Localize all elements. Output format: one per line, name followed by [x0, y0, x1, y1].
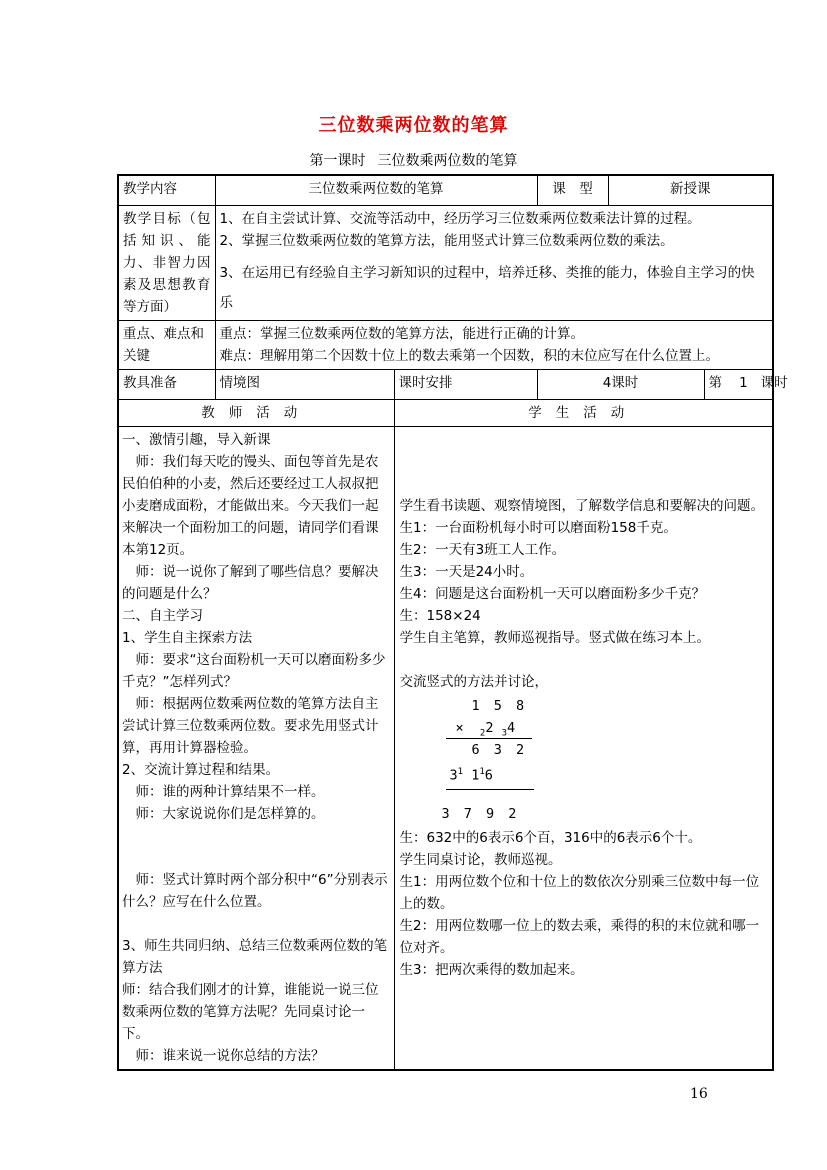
student-line: 生2：用两位数哪一位上的数去乘，乘得的积的末位就和哪一位对齐。 [399, 917, 760, 956]
multiplier-digit: 4 [507, 719, 516, 736]
teacher-line: 二、自主学习 [122, 607, 203, 624]
student-line: 学生看书读题、观察情境图，了解数学信息和要解决的问题。 [399, 497, 764, 514]
difficulty-point: 难点：理解用第二个因数十位上的数去乘第一个因数，积的末位应写在什么位置上。 [219, 347, 719, 364]
teacher-line: 师：竖式计算时两个部分积中“6”分别表示什么？应写在什么位置。 [122, 871, 388, 910]
student-activities [394, 426, 773, 1070]
label-key-points: 重点、难点和关键 [118, 320, 215, 369]
student-line: 学生自主笔算，教师巡视指导。竖式做在练习本上。 [399, 629, 710, 646]
objective-3: 3、在运用已有经验自主学习新知识的过程中，培养迁移、类推的能力，体验自主学习的快乐 [219, 264, 755, 311]
teacher-line: 2、交流计算过程和结果。 [122, 761, 280, 778]
teacher-line: 3、师生共同归纳、总结三位数乘两位数的笔算方法 [122, 937, 388, 976]
lesson-index-unit: 课时 [760, 374, 788, 391]
calc-partial-1: 6 3 2 [471, 741, 528, 758]
carry-mark: 1 [457, 766, 464, 777]
partial-digit: 3 [449, 767, 458, 783]
schedule-hours: 4课时 [537, 369, 704, 399]
header-student: 学生活动 [394, 399, 773, 426]
objective-1: 1、在自主尝试计算、交流等活动中，经历学习三位数乘两位数乘法计算的过程。 [219, 210, 701, 227]
objectives-content [215, 205, 773, 320]
teacher-line: 师：我们每天吃的馒头、面包等首先是农民伯伯种的小麦，然后还要经过工人叔叔把小麦磨成面粉，才能做出来。今天我们一起来解决一个面粉加工的问题，请同学们看课本第12页。 [122, 453, 379, 558]
row-key-points [118, 320, 773, 369]
teacher-line: 师：大家说说你们是怎样算的。 [135, 805, 325, 822]
teacher-line: 师：说一说你了解到了哪些信息？要解决的问题是什么？ [122, 563, 379, 602]
objective-2: 2、掌握三位数乘两位数的笔算方法，能用竖式计算三位数乘两位数的乘法。 [219, 232, 674, 249]
vertical-calculation [400, 695, 768, 827]
label-materials: 教具准备 [118, 369, 215, 399]
multiplier-digit: 2 [485, 719, 494, 736]
label-type: 课 型 [537, 175, 608, 205]
partial-digit: 1 [471, 767, 480, 783]
student-line: 生4：问题是这台面粉机一天可以磨面粉多少千克？ [399, 585, 706, 602]
student-line: 交流竖式的方法并讨论， [399, 673, 548, 690]
lesson-index-prefix: 第 [708, 374, 722, 391]
content-value: 三位数乘两位数的笔算 [215, 175, 537, 205]
row-activity-headers [118, 399, 773, 426]
teacher-line: 一、激情引趣，导入新课 [122, 431, 271, 448]
times-sign: × [455, 719, 464, 736]
label-content: 教学内容 [118, 175, 215, 205]
lesson-plan-table [117, 174, 788, 1071]
page-number: 16 [690, 1086, 708, 1102]
row-content [118, 175, 773, 205]
calc-partial-2 [450, 761, 493, 787]
student-line: 生3：把两次乘得的数加起来。 [399, 961, 584, 978]
lesson-subtitle [0, 150, 827, 170]
label-schedule: 课时安排 [394, 369, 537, 399]
carry-mark: 2 [479, 728, 486, 739]
lesson-topic: 三位数乘两位数的笔算 [377, 153, 518, 169]
carry-mark: 1 [479, 766, 485, 777]
teacher-activities [118, 426, 394, 1070]
lesson-index-num: 1 [739, 374, 748, 391]
student-line: 生2：一天有3班工人工作。 [399, 541, 566, 558]
teacher-line: 师：谁来说一说你总结的方法？ [135, 1047, 325, 1064]
header-teacher: 教师活动 [118, 399, 394, 426]
document-title: 三位数乘两位数的笔算 [318, 115, 509, 136]
key-point: 重点：掌握三位数乘两位数的笔算方法，能进行正确的计算。 [219, 325, 584, 342]
calc-line-bottom [446, 789, 534, 790]
teacher-line: 师：结合我们刚才的计算，谁能说一说三位数乘两位数的笔算方法呢？先同桌讨论一下。 [122, 981, 379, 1042]
key-points-content [215, 320, 773, 369]
partial-digit: 6 [484, 767, 493, 783]
row-activities [118, 426, 773, 1070]
carry-mark: 3 [501, 728, 508, 739]
teacher-line: 1、学生自主探索方法 [122, 629, 253, 646]
teacher-line: 师：谁的两种计算结果不一样。 [135, 783, 325, 800]
student-line: 生：158×24 [399, 607, 481, 624]
materials-value: 情境图 [215, 369, 394, 399]
teacher-line: 师：要求“这台面粉机一天可以磨面粉多少千克？”怎样列式？ [122, 651, 386, 690]
student-line: 生：632中的6表示6个百，316中的6表示6个十。 [399, 829, 702, 846]
calc-multiplicand: 1 5 8 [471, 697, 528, 714]
student-line: 学生同桌讨论，教师巡视。 [399, 851, 562, 868]
calc-result: 3 7 9 2 [441, 805, 520, 822]
lesson-index [704, 369, 788, 399]
student-line: 生3：一天是24小时。 [399, 563, 534, 580]
row-materials [118, 369, 773, 399]
label-objectives: 教学目标（包括知识、能力、非智力因素及思想教育等方面） [118, 205, 215, 320]
teacher-line: 师：根据两位数乘两位数的笔算方法自主尝试计算三位数乘两位数。要求先用竖式计算，再用计算器检验。 [122, 695, 379, 756]
student-line: 生1：用两位数个位和十位上的数依次分别乘三位数中每一位上的数。 [399, 873, 760, 912]
row-objectives [118, 205, 773, 320]
student-line: 生1：一台面粉机每小时可以磨面粉158千克。 [399, 519, 677, 536]
type-value: 新授课 [608, 175, 773, 205]
lesson-number: 第一课时 [309, 153, 366, 169]
